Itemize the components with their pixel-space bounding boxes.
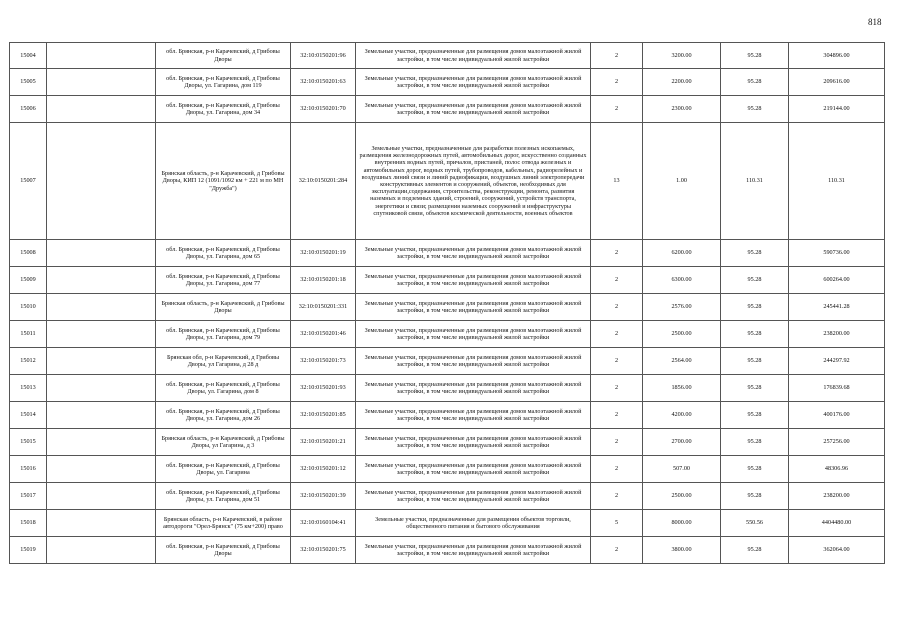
rate-cell: 95.28: [721, 69, 789, 96]
area-cell: 2200.00: [643, 69, 721, 96]
cadastral-number-cell: 32:10:0160104:41: [291, 510, 356, 537]
table-row: [10, 96, 885, 123]
rate-cell: 95.28: [721, 43, 789, 69]
area-cell: 2576.00: [643, 294, 721, 321]
table-row: [10, 267, 885, 294]
land-use-cell: Земельные участки, предназначенные для размещения домов малоэтажной жилой застройки, в том числе индивидуальной жилой застройки: [356, 348, 591, 375]
cadastral-number-cell: 32:10:0150201:75: [291, 537, 356, 564]
area-cell: 2500.00: [643, 321, 721, 348]
row-number-cell: 15008: [10, 240, 47, 267]
cadastral-value-cell: 48306.96: [789, 456, 885, 483]
land-use-cell: Земельные участки, предназначенные для размещения объектов торговли, общественного питания и бытового обслуживания: [356, 510, 591, 537]
cadastral-value-cell: 362064.00: [789, 537, 885, 564]
cadastral-number-cell: 32:10:0150201:21: [291, 429, 356, 456]
category-cell: 2: [591, 69, 643, 96]
land-use-cell: Земельные участки, предназначенные для размещения домов малоэтажной жилой застройки, в том числе индивидуальной жилой застройки: [356, 402, 591, 429]
address-cell: Брянская область, р-н Карачевский, д Грибовы Дворы: [156, 294, 291, 321]
category-cell: 2: [591, 537, 643, 564]
area-cell: 8000.00: [643, 510, 721, 537]
area-cell: 3200.00: [643, 43, 721, 69]
address-cell: обл. Брянская, р-н Карачевский, д Грибовы Дворы, ул. Гагарина, дом 34: [156, 96, 291, 123]
row-number-cell: 15011: [10, 321, 47, 348]
address-cell: обл. Брянская, р-н Карачевский, д Грибовы Дворы, ул. Гагарина: [156, 456, 291, 483]
rate-cell: 95.28: [721, 429, 789, 456]
category-cell: 2: [591, 375, 643, 402]
cadastral-value-cell: 4404480.00: [789, 510, 885, 537]
cadastral-value-cell: 304896.00: [789, 43, 885, 69]
rate-cell: 95.28: [721, 483, 789, 510]
cadastral-number-cell: 32:10:0150201:63: [291, 69, 356, 96]
address-cell: обл. Брянская, р-н Карачевский, д Грибовы Дворы: [156, 43, 291, 69]
category-cell: 2: [591, 240, 643, 267]
land-use-cell: Земельные участки, предназначенные для размещения домов малоэтажной жилой застройки, в том числе индивидуальной жилой застройки: [356, 321, 591, 348]
cadastral-number-cell: 32:10:0150201:96: [291, 43, 356, 69]
address-cell: обл. Брянская, р-н Карачевский, д Грибовы Дворы, ул. Гагарина, дом 51: [156, 483, 291, 510]
empty-cell: [47, 375, 156, 402]
address-cell: Брянская область, р-н Карачевский, в районе автодороги "Орел-Брянск" (75 км+200) право: [156, 510, 291, 537]
area-cell: 2700.00: [643, 429, 721, 456]
rate-cell: 95.28: [721, 294, 789, 321]
empty-cell: [47, 537, 156, 564]
row-number-cell: 15005: [10, 69, 47, 96]
category-cell: 2: [591, 267, 643, 294]
category-cell: 2: [591, 321, 643, 348]
page-number: 818: [868, 17, 882, 27]
table-row: [10, 240, 885, 267]
category-cell: 2: [591, 348, 643, 375]
cadastral-value-cell: 110.31: [789, 123, 885, 240]
category-cell: 2: [591, 402, 643, 429]
cadastral-number-cell: 32:10:0150201:46: [291, 321, 356, 348]
area-cell: 4200.00: [643, 402, 721, 429]
land-use-cell: Земельные участки, предназначенные для размещения домов малоэтажной жилой застройки, в том числе индивидуальной жилой застройки: [356, 375, 591, 402]
cadastral-value-cell: 244297.92: [789, 348, 885, 375]
cadastral-value-cell: 238200.00: [789, 483, 885, 510]
category-cell: 2: [591, 483, 643, 510]
cadastral-value-cell: 590736.00: [789, 240, 885, 267]
empty-cell: [47, 510, 156, 537]
area-cell: 2500.00: [643, 483, 721, 510]
empty-cell: [47, 348, 156, 375]
rate-cell: 95.28: [721, 96, 789, 123]
category-cell: 2: [591, 294, 643, 321]
land-use-cell: Земельные участки, предназначенные для размещения домов малоэтажной жилой застройки, в том числе индивидуальной жилой застройки: [356, 537, 591, 564]
cadastral-number-cell: 32:10:0150201:70: [291, 96, 356, 123]
address-cell: обл. Брянская, р-н Карачевский, д Грибовы Дворы, ул. Гагарина, дом 119: [156, 69, 291, 96]
empty-cell: [47, 123, 156, 240]
area-cell: 507.00: [643, 456, 721, 483]
cadastral-value-cell: 257256.00: [789, 429, 885, 456]
row-number-cell: 15014: [10, 402, 47, 429]
registry-table-body: [10, 43, 885, 564]
row-number-cell: 15004: [10, 43, 47, 69]
row-number-cell: 15016: [10, 456, 47, 483]
land-use-cell: Земельные участки, предназначенные для размещения домов малоэтажной жилой застройки, в том числе индивидуальной жилой застройки: [356, 429, 591, 456]
category-cell: 2: [591, 96, 643, 123]
cadastral-number-cell: 32:10:0150201:85: [291, 402, 356, 429]
category-cell: 5: [591, 510, 643, 537]
rate-cell: 95.28: [721, 456, 789, 483]
land-use-cell: Земельные участки, предназначенные для разработки полезных ископаемых, размещения железнодорожных путей, автомобильных дорог, искусственно созданных внутренних водных путей, причалов, пристаней, полос отвода железных и автомобильных дорог, водных путей, трубопроводов, кабельных, радиорелейных и воздушных линий связи и линий радиофикации, воздушных линий электропередачи конструктивных элементов и сооружений, объектов, необходимых для эксплуатации,содержания, строительства, реконструкции, ремонта, развития наземных и подземных зданий, строений, сооружений, устройств транспорта, энергетики и связи; размещения наземных сооружений и инфраструктуры спутниковой связи, объектов космической деятельности, военных объектов: [356, 123, 591, 240]
cadastral-value-cell: 600264.00: [789, 267, 885, 294]
rate-cell: 95.28: [721, 537, 789, 564]
table-row: [10, 375, 885, 402]
rate-cell: 95.28: [721, 375, 789, 402]
land-use-cell: Земельные участки, предназначенные для размещения домов малоэтажной жилой застройки, в том числе индивидуальной жилой застройки: [356, 294, 591, 321]
rate-cell: 110.31: [721, 123, 789, 240]
category-cell: 2: [591, 456, 643, 483]
area-cell: 2300.00: [643, 96, 721, 123]
land-use-cell: Земельные участки, предназначенные для размещения домов малоэтажной жилой застройки, в том числе индивидуальной жилой застройки: [356, 267, 591, 294]
row-number-cell: 15012: [10, 348, 47, 375]
empty-cell: [47, 96, 156, 123]
table-row: [10, 123, 885, 240]
cadastral-value-cell: 245441.28: [789, 294, 885, 321]
cadastral-number-cell: 32:10:0150201:331: [291, 294, 356, 321]
table-row: [10, 69, 885, 96]
cadastral-value-cell: 400176.00: [789, 402, 885, 429]
rate-cell: 95.28: [721, 402, 789, 429]
cadastral-value-cell: 219144.00: [789, 96, 885, 123]
land-use-cell: Земельные участки, предназначенные для размещения домов малоэтажной жилой застройки, в том числе индивидуальной жилой застройки: [356, 96, 591, 123]
table-row: [10, 429, 885, 456]
row-number-cell: 15013: [10, 375, 47, 402]
table-row: [10, 537, 885, 564]
cadastral-number-cell: 32:10:0150201:39: [291, 483, 356, 510]
table-row: [10, 510, 885, 537]
rate-cell: 95.28: [721, 321, 789, 348]
address-cell: обл. Брянская, р-н Карачевский, д Грибовы Дворы, ул. Гагарина, дом 77: [156, 267, 291, 294]
row-number-cell: 15019: [10, 537, 47, 564]
address-cell: Брянская область, р-н Карачевский, д Грибовы Дворы, КИП 12 (1091/1092 км + 221 м по МН "Дружба"): [156, 123, 291, 240]
row-number-cell: 15007: [10, 123, 47, 240]
empty-cell: [47, 483, 156, 510]
cadastral-value-cell: 176839.68: [789, 375, 885, 402]
table-row: [10, 402, 885, 429]
area-cell: 3800.00: [643, 537, 721, 564]
land-use-cell: Земельные участки, предназначенные для размещения домов малоэтажной жилой застройки, в том числе индивидуальной жилой застройки: [356, 69, 591, 96]
category-cell: 2: [591, 43, 643, 69]
cadastral-number-cell: 32:10:0150201:18: [291, 267, 356, 294]
empty-cell: [47, 456, 156, 483]
empty-cell: [47, 267, 156, 294]
table-row: [10, 483, 885, 510]
rate-cell: 95.28: [721, 240, 789, 267]
address-cell: обл. Брянская, р-н Карачевский, д Грибовы Дворы, ул. Гагарина, дом 65: [156, 240, 291, 267]
area-cell: 6300.00: [643, 267, 721, 294]
row-number-cell: 15017: [10, 483, 47, 510]
empty-cell: [47, 402, 156, 429]
address-cell: обл. Брянская, р-н Карачевский, д Грибовы Дворы, ул. Гагарина, дом 26: [156, 402, 291, 429]
row-number-cell: 15006: [10, 96, 47, 123]
address-cell: обл. Брянская, р-н Карачевский, д Грибовы Дворы: [156, 537, 291, 564]
cadastral-number-cell: 32:10:0150201:93: [291, 375, 356, 402]
cadastral-number-cell: 32:10:0150201:284: [291, 123, 356, 240]
table-row: [10, 294, 885, 321]
area-cell: 1.00: [643, 123, 721, 240]
land-use-cell: Земельные участки, предназначенные для размещения домов малоэтажной жилой застройки, в том числе индивидуальной жилой застройки: [356, 483, 591, 510]
table-row: [10, 321, 885, 348]
empty-cell: [47, 240, 156, 267]
table-row: [10, 43, 885, 69]
rate-cell: 550.56: [721, 510, 789, 537]
table-row: [10, 456, 885, 483]
empty-cell: [47, 429, 156, 456]
address-cell: Брянская обл, р-н Карачевский, д Грибовы Дворы, ул Гагарина, д 28 д: [156, 348, 291, 375]
area-cell: 6200.00: [643, 240, 721, 267]
cadastral-value-cell: 238200.00: [789, 321, 885, 348]
empty-cell: [47, 294, 156, 321]
address-cell: Брянская область, р-н Карачевский, д Грибовы Дворы, ул Гагарина, д 3: [156, 429, 291, 456]
category-cell: 2: [591, 429, 643, 456]
area-cell: 2564.00: [643, 348, 721, 375]
land-use-cell: Земельные участки, предназначенные для размещения домов малоэтажной жилой застройки, в том числе индивидуальной жилой застройки: [356, 456, 591, 483]
land-use-cell: Земельные участки, предназначенные для размещения домов малоэтажной жилой застройки, в том числе индивидуальной жилой застройки: [356, 43, 591, 69]
row-number-cell: 15009: [10, 267, 47, 294]
cadastral-number-cell: 32:10:0150201:19: [291, 240, 356, 267]
empty-cell: [47, 43, 156, 69]
empty-cell: [47, 69, 156, 96]
address-cell: обл. Брянская, р-н Карачевский, д Грибовы Дворы, ул. Гагарина, дом 79: [156, 321, 291, 348]
row-number-cell: 15015: [10, 429, 47, 456]
cadastral-number-cell: 32:10:0150201:12: [291, 456, 356, 483]
empty-cell: [47, 321, 156, 348]
row-number-cell: 15018: [10, 510, 47, 537]
land-use-cell: Земельные участки, предназначенные для размещения домов малоэтажной жилой застройки, в том числе индивидуальной жилой застройки: [356, 240, 591, 267]
area-cell: 1856.00: [643, 375, 721, 402]
category-cell: 13: [591, 123, 643, 240]
table-row: [10, 348, 885, 375]
rate-cell: 95.28: [721, 267, 789, 294]
rate-cell: 95.28: [721, 348, 789, 375]
land-registry-table: [9, 42, 885, 564]
row-number-cell: 15010: [10, 294, 47, 321]
address-cell: обл. Брянская, р-н Карачевский, д Грибовы Дворы, ул. Гагарина, дом 8: [156, 375, 291, 402]
cadastral-number-cell: 32:10:0150201:73: [291, 348, 356, 375]
cadastral-value-cell: 209616.00: [789, 69, 885, 96]
